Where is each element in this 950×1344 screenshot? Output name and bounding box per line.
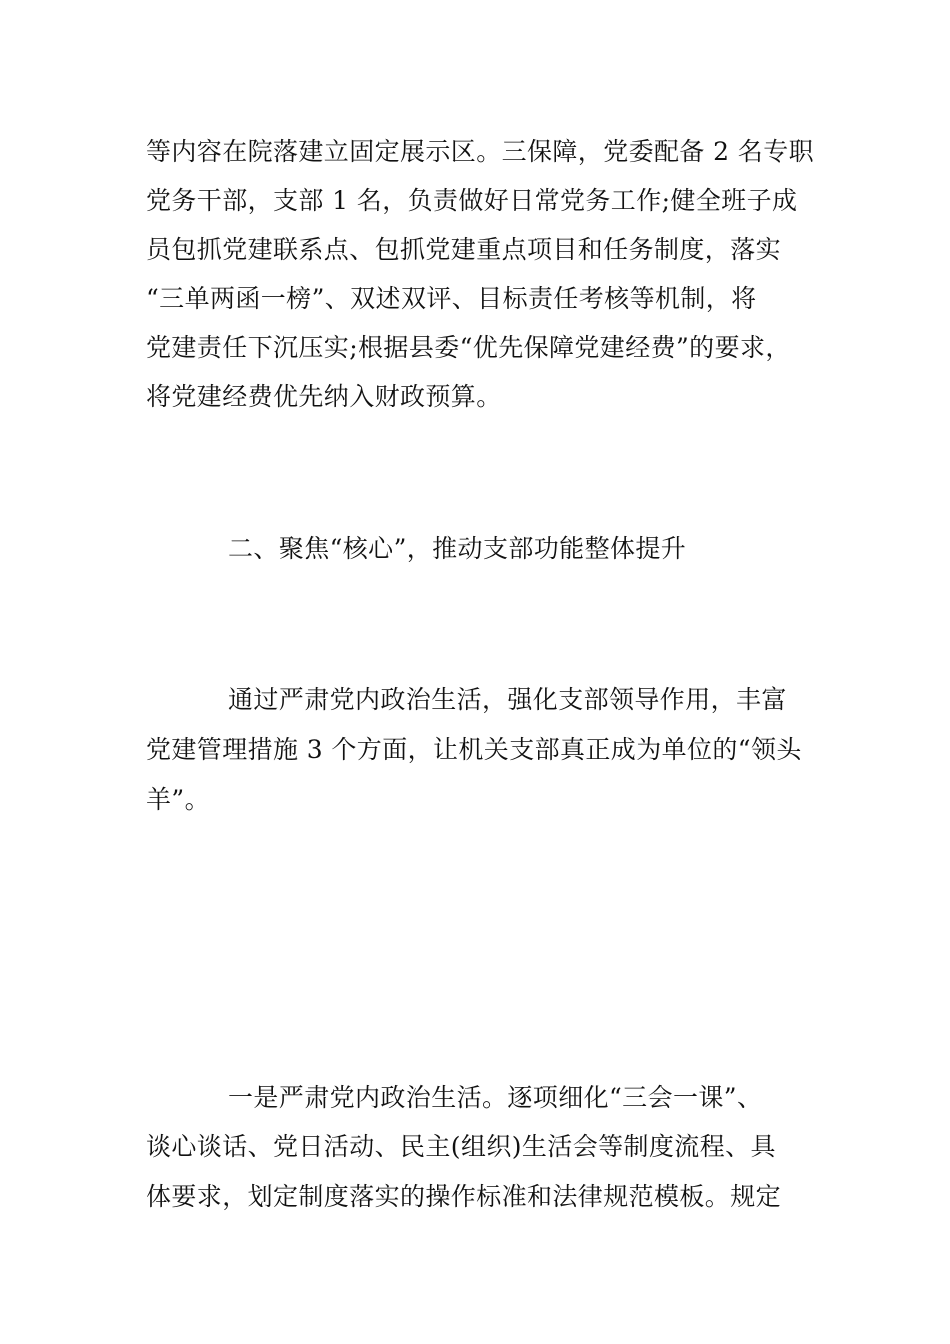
text-line: “三单两函一榜”、双述双评、目标责任考核等机制，将 <box>146 284 757 313</box>
text-line: 党务干部，支部 1 名，负责做好日常党务工作;健全班子成 <box>146 186 798 215</box>
text-line: 谈心谈话、党日活动、民主(组织)生活会等制度流程、具 <box>146 1132 776 1161</box>
text-line: 党建管理措施 3 个方面，让机关支部真正成为单位的“领头 <box>146 735 802 764</box>
text-line: 将党建经费优先纳入财政预算。 <box>146 382 502 411</box>
text-line: 羊”。 <box>146 785 210 814</box>
section-heading: 二、聚焦“核心”，推动支部功能整体提升 <box>228 534 687 563</box>
text-line: 等内容在院落建立固定展示区。三保障，党委配备 2 名专职 <box>146 137 815 166</box>
text-line: 一是严肃党内政治生活。逐项细化“三会一课”、 <box>228 1083 763 1112</box>
text-line: 通过严肃党内政治生活，强化支部领导作用，丰富 <box>228 685 787 714</box>
text-line: 体要求，划定制度落实的操作标准和法律规范模板。规定 <box>146 1182 782 1211</box>
text-line: 党建责任下沉压实;根据县委“优先保障党建经费”的要求， <box>146 333 791 362</box>
text-line: 员包抓党建联系点、包抓党建重点项目和任务制度，落实 <box>146 235 782 264</box>
